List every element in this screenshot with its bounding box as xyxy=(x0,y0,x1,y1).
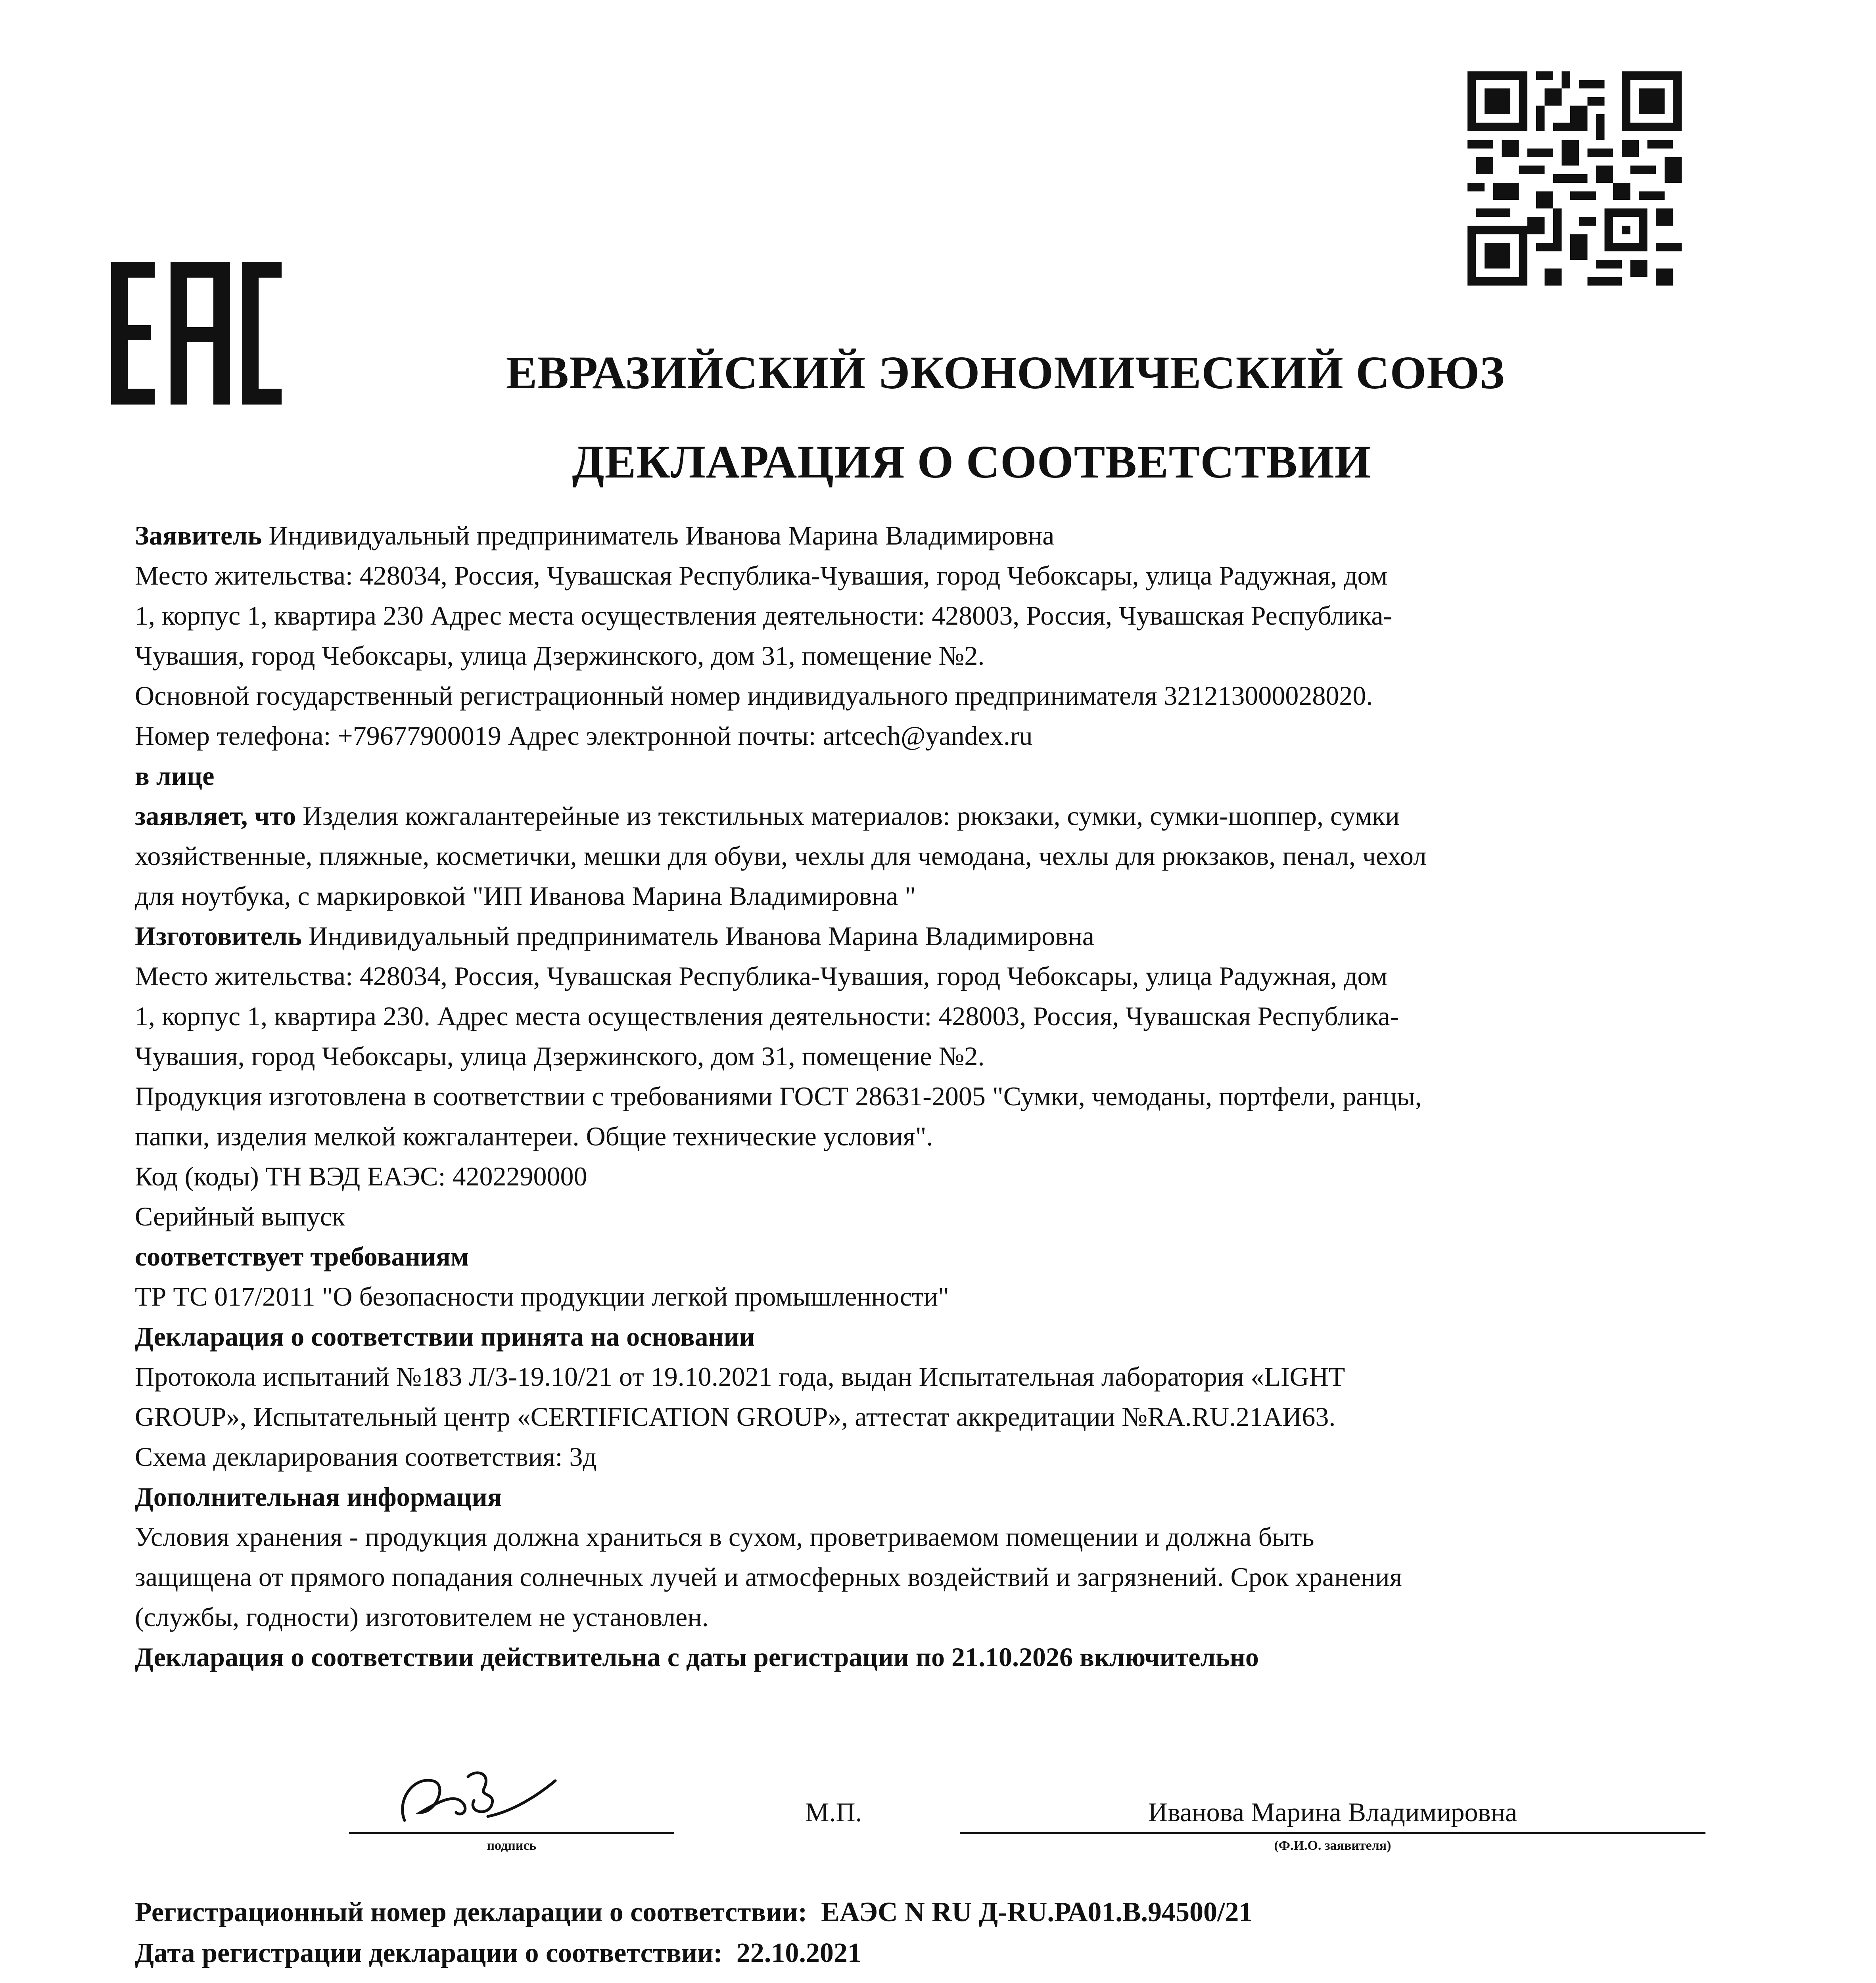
header-union: ЕВРАЗИЙСКИЙ ЭКОНОМИЧЕСКИЙ СОЮЗ xyxy=(506,347,1505,399)
basis-label: Декларация о соответствии принята на основании xyxy=(135,1321,755,1352)
signature-line xyxy=(349,1832,674,1834)
signature-caption: подпись xyxy=(487,1838,537,1853)
validity-text: Декларация о соответствии действительна с даты регистрации по 21.10.2026 включительно xyxy=(135,1642,1259,1672)
declares-label: заявляет, что xyxy=(135,801,296,831)
applicant-name: Индивидуальный предприниматель Иванова Марина Владимировна xyxy=(262,520,1055,550)
additional-text-line: (службы, годности) изготовителем не установлен. xyxy=(135,1602,709,1632)
registration-date-value: 22.10.2021 xyxy=(736,1938,861,1968)
manufacturer-line xyxy=(135,916,1745,956)
manufacturer-text-line: 1, корпус 1, квартира 230. Адрес места осуществления деятельности: 428003, Россия, Чувашская Республика- xyxy=(135,1001,1399,1031)
manufacturer-label: Изготовитель xyxy=(135,921,302,951)
registration-date-label: Дата регистрации декларации о соответствии: xyxy=(135,1938,723,1968)
basis-text-line: Протокола испытаний №183 Л/З-19.10/21 от 19.10.2021 года, выдан Испытательная лаборатория «LIGHT xyxy=(135,1362,1345,1392)
handwritten-signature xyxy=(389,1753,571,1836)
complies-text: ТР ТС 017/2011 "О безопасности продукции легкой промышленности" xyxy=(135,1281,949,1312)
manufacturer-text-line: Продукция изготовлена в соответствии с требованиями ГОСТ 28631-2005 "Сумки, чемоданы, портфели, ранцы, xyxy=(135,1081,1422,1111)
manufacturer-text-line: Код (коды) ТН ВЭД ЕАЭС: 4202290000 xyxy=(135,1161,587,1191)
applicant-text-line: 1, корпус 1, квартира 230 Адрес места осуществления деятельности: 428003, Россия, Чувашская Республика- xyxy=(135,600,1393,631)
manufacturer-text-line: Чувашия, город Чебоксары, улица Дзержинского, дом 31, помещение №2. xyxy=(135,1041,985,1071)
applicant-fio: Иванова Марина Владимировна xyxy=(1148,1797,1517,1827)
declaration-body xyxy=(135,516,1745,1677)
declares-text-line: хозяйственные, пляжные, косметички, мешки для обуви, чехлы для чемодана, чехлы для рюкзаков, пенал, чехол xyxy=(135,841,1427,871)
basis-text-line: Схема декларирования соответствия: 3д xyxy=(135,1442,597,1472)
applicant-text-line: Место жительства: 428034, Россия, Чувашская Республика-Чувашия, город Чебоксары, улица Радужная, дом xyxy=(135,560,1388,591)
registration-number-line xyxy=(135,1892,1745,1933)
complies-label: соответствует требованиям xyxy=(135,1241,469,1271)
manufacturer-text-line: папки, изделия мелкой кожгалантереи. Общие технические условия". xyxy=(135,1121,933,1151)
applicant-label: Заявитель xyxy=(135,520,262,550)
qr-code-icon xyxy=(1467,71,1682,286)
in-person-label: в лице xyxy=(135,761,215,791)
additional-text-line: Условия хранения - продукция должна храниться в сухом, проветриваемом помещении и должна быть xyxy=(135,1522,1314,1552)
fio-caption: (Ф.И.О. заявителя) xyxy=(1274,1838,1391,1853)
manufacturer-text-line: Серийный выпуск xyxy=(135,1201,345,1231)
declares-text-line: для ноутбука, с маркировкой "ИП Иванова Марина Владимировна " xyxy=(135,881,916,911)
registration-number-value: ЕАЭС N RU Д-RU.РА01.В.94500/21 xyxy=(821,1897,1253,1927)
additional-text-line: защищена от прямого попадания солнечных лучей и атмосферных воздействий и загрязнений. Срок хранения xyxy=(135,1562,1402,1592)
applicant-line xyxy=(135,516,1745,556)
registration-number-label: Регистрационный номер декларации о соответствии: xyxy=(135,1897,808,1927)
fio-line xyxy=(960,1832,1705,1834)
manufacturer-name: Индивидуальный предприниматель Иванова Марина Владимировна xyxy=(301,921,1094,951)
page-title: ДЕКЛАРАЦИЯ О СООТВЕТСТВИИ xyxy=(572,436,1372,488)
registration-date-line xyxy=(135,1933,1745,1973)
manufacturer-text-line: Место жительства: 428034, Россия, Чувашская Республика-Чувашия, город Чебоксары, улица Радужная, дом xyxy=(135,961,1388,991)
applicant-text-line: Основной государственный регистрационный номер индивидуального предпринимателя 321213000028020. xyxy=(135,681,1373,711)
stamp-label: М.П. xyxy=(805,1797,862,1827)
applicant-text-line: Чувашия, город Чебоксары, улица Дзержинского, дом 31, помещение №2. xyxy=(135,641,985,671)
applicant-text-line: Номер телефона: +79677900019 Адрес электронной почты: artcech@yandex.ru xyxy=(135,721,1033,751)
declares-line xyxy=(135,796,1745,836)
declares-first: Изделия кожгалантерейные из текстильных материалов: рюкзаки, сумки, сумки-шоппер, сумки xyxy=(296,801,1400,831)
additional-label: Дополнительная информация xyxy=(135,1482,502,1512)
basis-text-line: GROUP», Испытательный центр «CERTIFICATION GROUP», аттестат аккредитации №RA.RU.21АИ63. xyxy=(135,1402,1336,1432)
registration-block xyxy=(135,1892,1745,1973)
